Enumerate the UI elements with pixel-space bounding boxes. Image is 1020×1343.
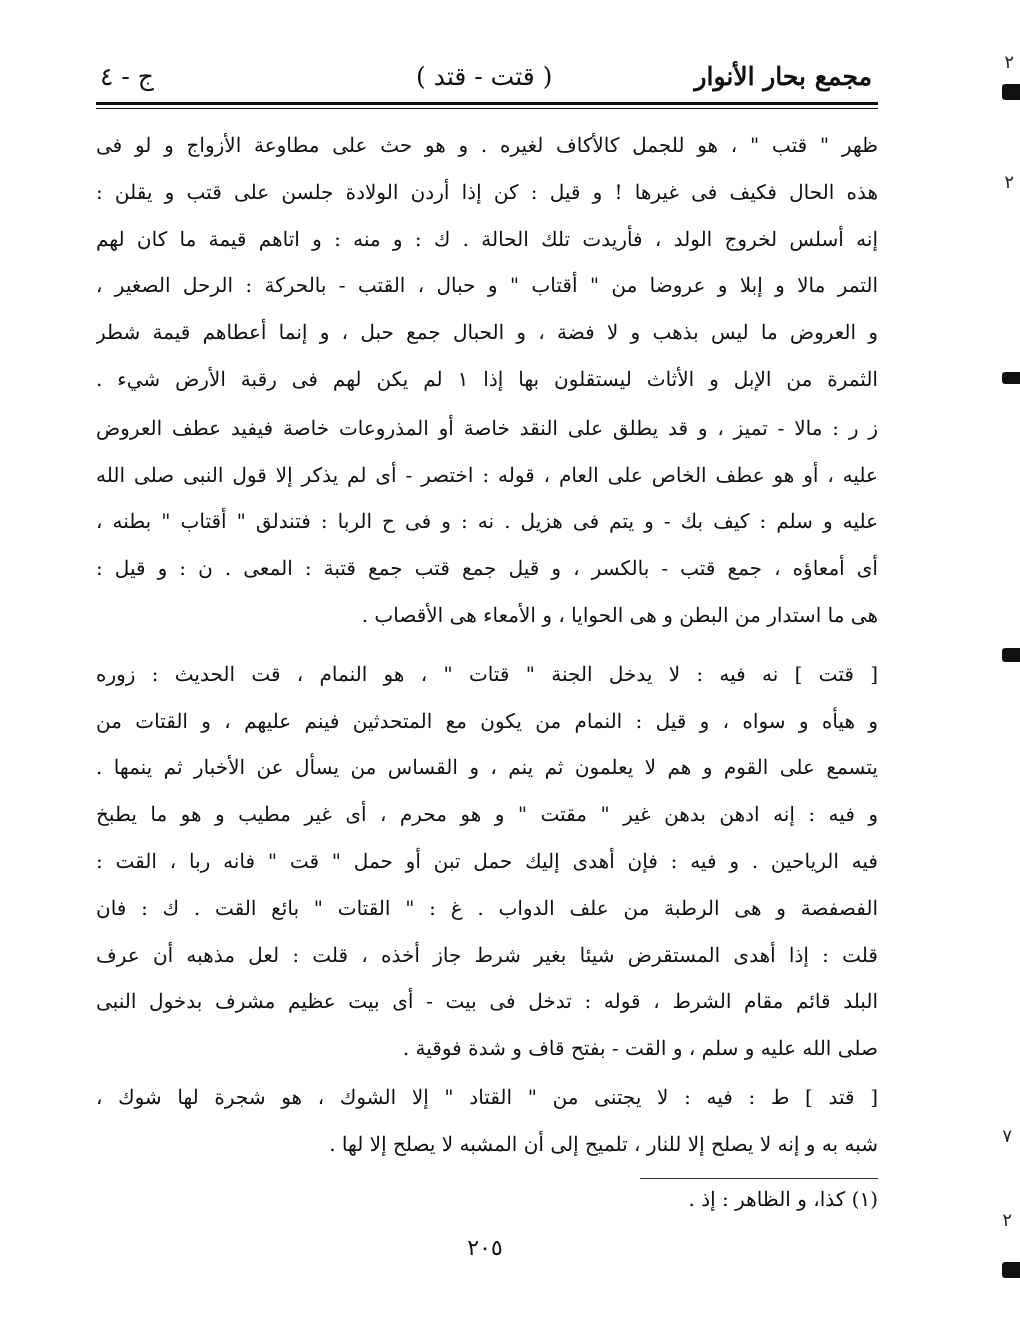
header-rule-thin [96,108,878,109]
paragraph-qatad [96,1074,878,1168]
text-line: التمر مالا و إبلا و عروضا من " أقتاب " و حبال ، القتب - بالحركة : الرحل الصغير ، [96,273,878,298]
text-line: [ قتد ] ط : فيه : لا يجتنى من " القتاد " إلا الشوك ، هو شجرة لها شوك ، [96,1084,878,1109]
text-line: [ قتت ] نه فيه : لا يدخل الجنة " قتات " ، هو النمام ، قت الحديث : زوره [96,661,878,686]
margin-mark: ٢ [1004,52,1014,73]
text-line: الفصفصة و هى الرطبة من علف الدواب . غ : " القتات " بائع القت . ك : فان [96,895,878,920]
text-line: ز ر : مالا - تميز ، و قد يطلق على النقد خاصة أو المذروعات خاصة فيفيد عطف العروض [96,415,878,440]
text-line: فيه الرياحين . و فيه : فإن أهدى إليك حمل تبن أو حمل " قت " فانه ربا ، القت : [96,848,878,873]
text-line: هذه الحال فكيف فى غيرها ! و قيل : كن إذا أردن الولادة جلسن على قتب و يقلن : [96,179,878,204]
text-line: ظهر " قتب " ، هو للجمل كالأكاف لغيره . و هو حث على مطاوعة الأزواج و لو فى [96,133,878,157]
text-line: صلى الله عليه و سلم ، و القت - بفتح قاف و شدة فوقية . [402,1036,878,1061]
footnote-rule [640,1178,878,1179]
text-line: عليه و سلم : كيف بك - و يتم فى هزيل . نه : و فى ح الربا : فتندلق " أقتاب " بطنه ، [96,509,878,534]
page-number: ٢٠٥ [467,1236,503,1261]
header-rule-thick [96,102,878,105]
paragraph-qatab [96,122,878,403]
text-line: قلت : إذا أهدى المستقرض شيئا بغير شرط جاز أخذه ، قلت : لعل مذهبه أن عرف [96,942,878,967]
binder-hole-mark [1002,1262,1020,1278]
book-title: مجمع بحار الأنوار [694,62,872,91]
binder-hole-mark [1002,84,1020,100]
binder-hole-mark [1002,372,1020,384]
text-line: إنه أسلس لخروج الولد ، فأريدت تلك الحالة . ك : و منه : و اتاهم قيمة ما كان لهم [96,226,878,251]
text-line: هى ما استدار من البطن و هى الحوايا ، و الأمعاء هى الأقصاب . [361,602,878,627]
entry-range: ( قتت - قتد ) [416,62,553,91]
text-line: و العروض ما ليس بذهب و لا فضة ، و الحبال جمع حبل ، و إنما أعطاهم قيمة شطر [96,320,878,345]
text-line: شبه به و إنه لا يصلح إلا للنار ، تلميح إلى أن المشبه لا يصلح إلا لها . [329,1131,878,1156]
volume-number: ج - ٤ [100,62,154,91]
text-line: يتسمع على القوم و هم لا يعلمون ثم ينم ، و القساس من يسأل عن الأخبار ثم ينمها . [96,755,878,780]
text-line: الثمرة من الإبل و الأثاث ليستقلون بها إذا ١ لم يكن لهم فى رقبة الأرض شيء . [96,366,878,391]
paragraph-gap [96,641,878,651]
text-line: أى أمعاؤه ، جمع قتب - بالكسر ، و قيل جمع قتب جمع قتبة : المعى . ن : و قيل : [96,556,878,581]
paragraph-zr [96,405,878,639]
margin-mark: ٢ [1004,172,1014,193]
binder-hole-mark [1002,648,1020,662]
paragraph-qatt [96,651,878,1072]
running-header [96,58,878,98]
footnote: (١) كذا، و الظاهر : إذ . [688,1187,878,1211]
text-line: عليه ، أو هو عطف الخاص على العام ، قوله : اختصر - أى لم يذكر إلا قول النبى صلى الله [96,462,878,487]
main-text [96,122,878,1170]
margin-mark: ٧ [1002,1126,1012,1147]
text-line: و هيأه و سواه ، و قيل : النمام من يكون مع المتحدثين فينم عليهم ، و القتات من [96,708,878,733]
margin-mark: ٢ [1002,1210,1012,1231]
text-line: و فيه : إنه ادهن بدهن غير " مقتت " و هو محرم ، أى غير مطيب و هو ما يطبخ [96,802,878,827]
text-line: البلد قائم مقام الشرط ، قوله : تدخل فى بيت - أى بيت عظيم مشرف بدخول النبى [96,989,878,1014]
